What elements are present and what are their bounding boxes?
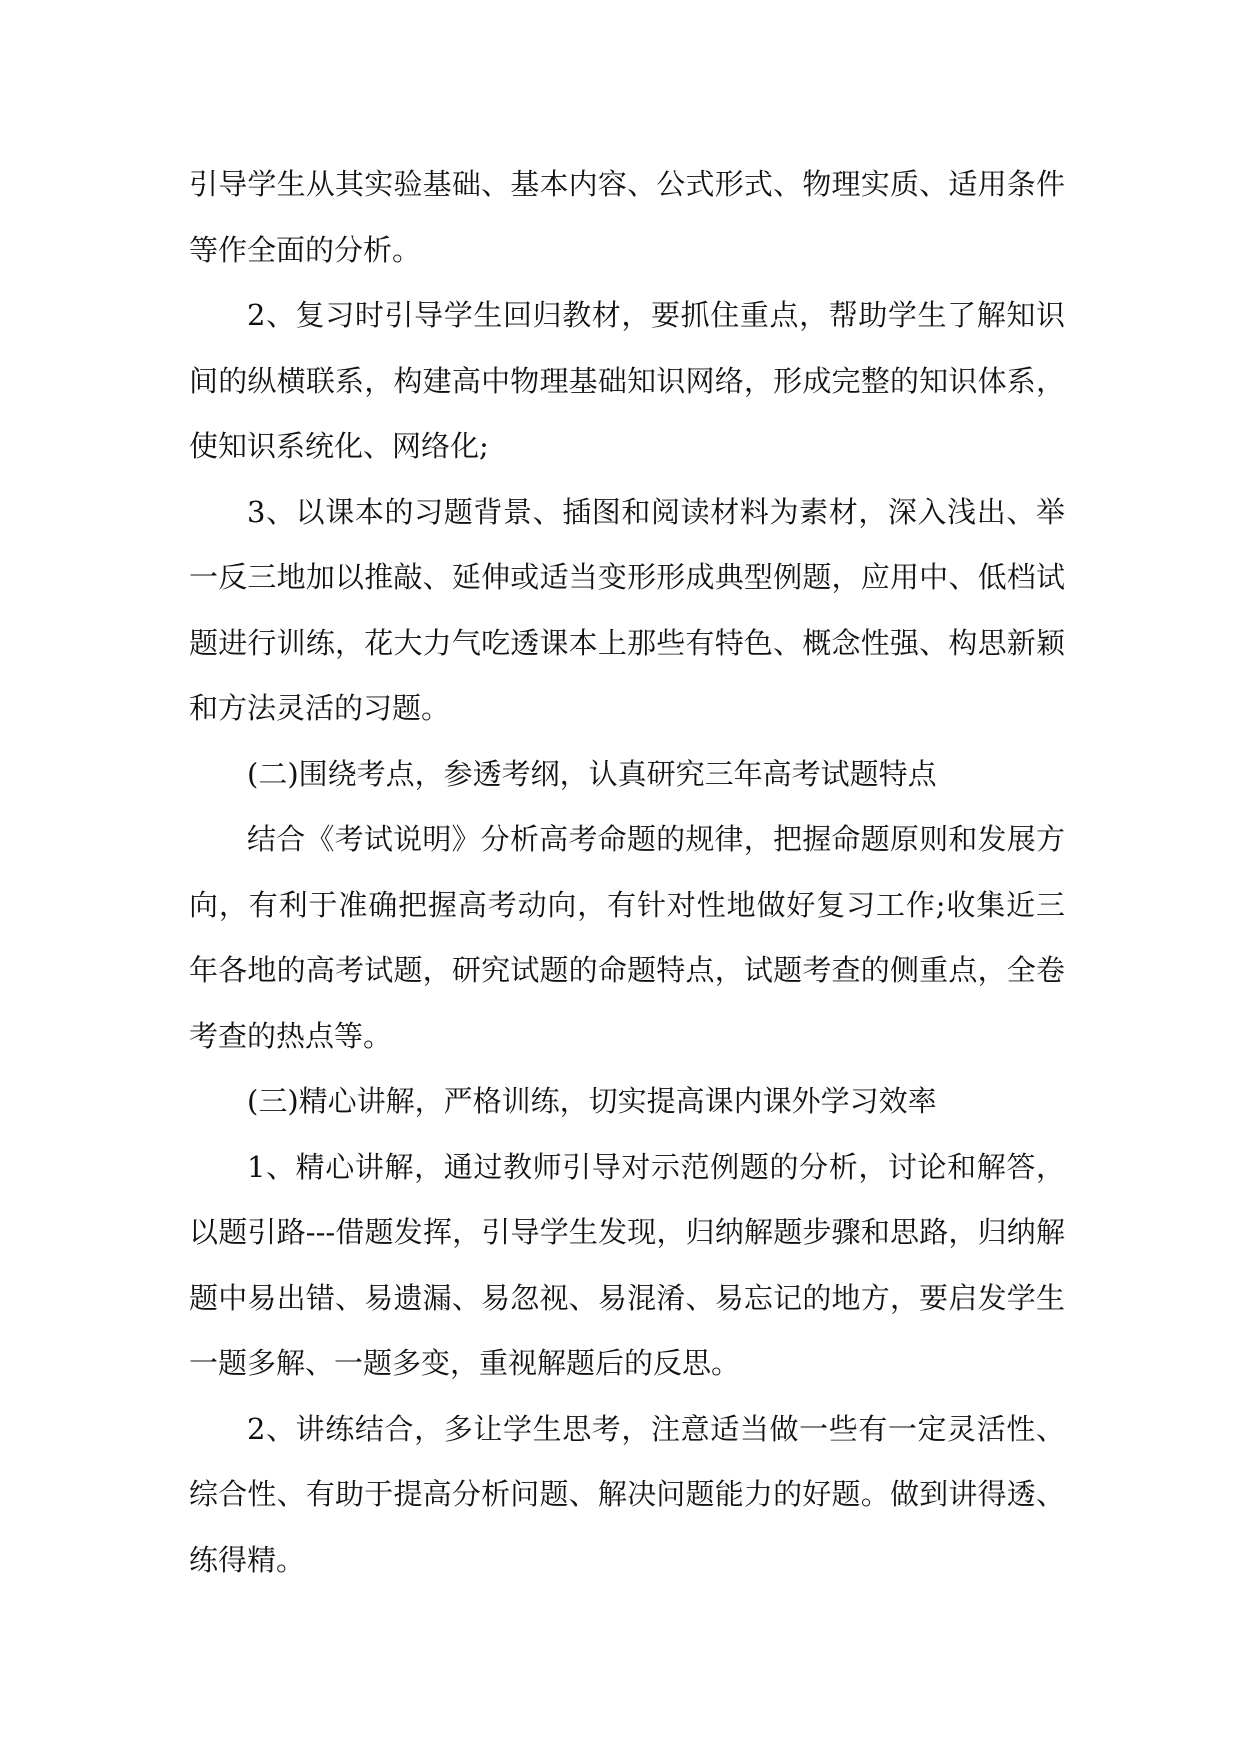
section-heading-2: (二)围绕考点，参透考纲，认真研究三年高考试题特点 [247, 756, 937, 791]
document-body [189, 152, 1065, 1593]
paragraph-continuation: 引导学生从其实验基础、基本内容、公式形式、物理实质、适用条件等作全面的分析。 [189, 167, 1065, 267]
paragraph-item-2: 2、复习时引导学生回归教材，要抓住重点，帮助学生了解知识间的纵横联系，构建高中物理基础知识网络，形成完整的知识体系，使知识系统化、网络化; [189, 298, 1065, 463]
paragraph-exam-analysis: 结合《考试说明》分析高考命题的规律，把握命题原则和发展方向，有利于准确把握高考动向，有针对性地做好复习工作;收集近三年各地的高考试题，研究试题的命题特点，试题考查的侧重点，全卷考查的热点等。 [189, 822, 1065, 1053]
paragraph-item-1-explain: 1、精心讲解，通过教师引导对示范例题的分析，讨论和解答，以题引路---借题发挥，引导学生发现，归纳解题步骤和思路，归纳解题中易出错、易遗漏、易忽视、易混淆、易忘记的地方，要启发学生一题多解、一题多变，重视解题后的反思。 [189, 1149, 1065, 1380]
paragraph-item-2-practice: 2、讲练结合，多让学生思考，注意适当做一些有一定灵活性、综合性、有助于提高分析问题、解决问题能力的好题。做到讲得透、练得精。 [189, 1411, 1065, 1577]
section-heading-3: (三)精心讲解，严格训练，切实提高课内课外学习效率 [247, 1084, 937, 1118]
paragraph-item-3: 3、以课本的习题背景、插图和阅读材料为素材，深入浅出、举一反三地加以推敲、延伸或适当变形形成典型例题，应用中、低档试题进行训练，花大力气吃透课本上那些有特色、概念性强、构思新颖和方法灵活的习题。 [189, 494, 1065, 725]
